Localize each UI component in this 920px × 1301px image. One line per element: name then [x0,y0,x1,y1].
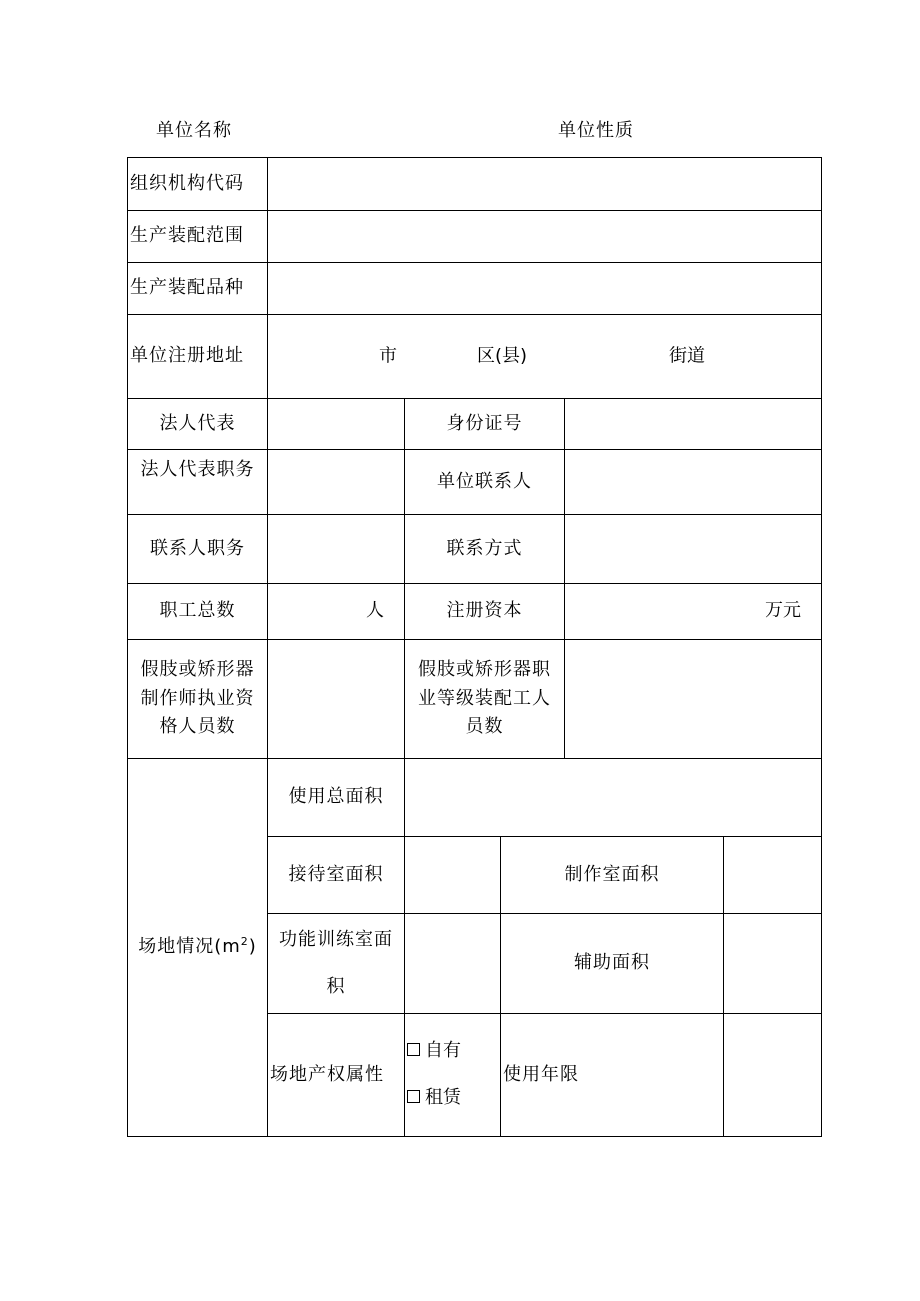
row-total-area [128,759,822,837]
address-street-label: 街道 [669,345,705,367]
registration-form-table [127,157,822,1137]
address-city-label: 市 [379,345,397,367]
row-contact-title [128,515,822,584]
prosthetics-skill-line2: 业等级装配工人 [418,687,551,709]
id-number-field[interactable] [565,399,822,450]
site-label-text: 场地情况(m [138,936,241,958]
prosthetics-skill-label [405,640,565,759]
prosthetics-cert-line2: 制作师执业资 [140,687,255,709]
legal-rep-title-label: 法人代表职务 [128,450,268,515]
training-area-field[interactable] [405,914,501,1014]
total-area-label: 使用总面积 [268,759,405,837]
prosthetics-cert-field[interactable] [268,640,405,759]
legal-rep-title-field[interactable] [268,450,405,515]
org-code-label: 组织机构代码 [128,158,268,211]
production-area-label: 制作室面积 [501,837,724,914]
auxiliary-area-label: 辅助面积 [501,914,724,1014]
prosthetics-cert-line3: 格人员数 [159,716,236,738]
reg-address-field[interactable] [268,315,822,399]
contact-title-label: 联系人职务 [128,515,268,584]
contact-person-label: 单位联系人 [405,450,565,515]
reg-address-label: 单位注册地址 [128,315,268,399]
staff-total-field[interactable] [268,584,405,640]
unit-name-label: 单位名称 [156,120,232,141]
contact-title-field[interactable] [268,515,405,584]
reg-capital-field[interactable] [565,584,822,640]
property-options [405,1014,501,1137]
total-area-field[interactable] [405,759,822,837]
row-prosthetics [128,640,822,759]
contact-method-field[interactable] [565,515,822,584]
row-reg-address [128,315,822,399]
id-number-label: 身份证号 [405,399,565,450]
auxiliary-area-field[interactable] [724,914,822,1014]
option-owned[interactable] [407,1028,498,1075]
row-legal-rep-title [128,450,822,515]
capital-unit-label: 万元 [765,600,801,622]
training-area-label [268,914,405,1014]
property-attr-label: 场地产权属性 [268,1014,405,1137]
site-situation-label [128,759,268,1137]
training-area-line2: 积 [326,975,346,997]
prosthetics-skill-line3: 员数 [465,716,504,738]
legal-rep-label: 法人代表 [128,399,268,450]
checkbox-leased[interactable] [407,1090,420,1103]
site-label-sup: 2 [240,935,249,949]
prosthetics-cert-line1: 假肢或矫形器 [140,658,255,680]
usage-years-field[interactable] [724,1014,822,1137]
option-owned-label: 自有 [425,1040,461,1062]
training-area-line1: 功能训练室面 [279,928,393,950]
legal-rep-field[interactable] [268,399,405,450]
prosthetics-cert-label [128,640,268,759]
variety-label: 生产装配品种 [128,263,268,315]
reg-capital-label: 注册资本 [405,584,565,640]
address-district-label: 区(县) [477,345,528,367]
unit-nature-label: 单位性质 [558,120,634,141]
production-area-field[interactable] [724,837,822,914]
prosthetics-skill-line1: 假肢或矫形器职 [418,658,551,680]
row-staff [128,584,822,640]
reception-area-label: 接待室面积 [268,837,405,914]
org-code-field[interactable] [268,158,822,211]
row-variety [128,263,822,315]
staff-unit-label: 人 [366,600,384,622]
row-org-code [128,158,822,211]
scope-field[interactable] [268,211,822,263]
prosthetics-skill-field[interactable] [565,640,822,759]
reception-area-field[interactable] [405,837,501,914]
usage-years-label: 使用年限 [501,1014,724,1137]
checkbox-owned[interactable] [407,1043,420,1056]
site-label-close: ) [248,936,257,958]
row-scope [128,211,822,263]
contact-person-field[interactable] [565,450,822,515]
variety-field[interactable] [268,263,822,315]
row-legal-rep [128,399,822,450]
option-leased[interactable] [407,1075,498,1122]
contact-method-label: 联系方式 [405,515,565,584]
option-leased-label: 租赁 [425,1087,461,1108]
scope-label: 生产装配范围 [128,211,268,263]
staff-total-label: 职工总数 [128,584,268,640]
